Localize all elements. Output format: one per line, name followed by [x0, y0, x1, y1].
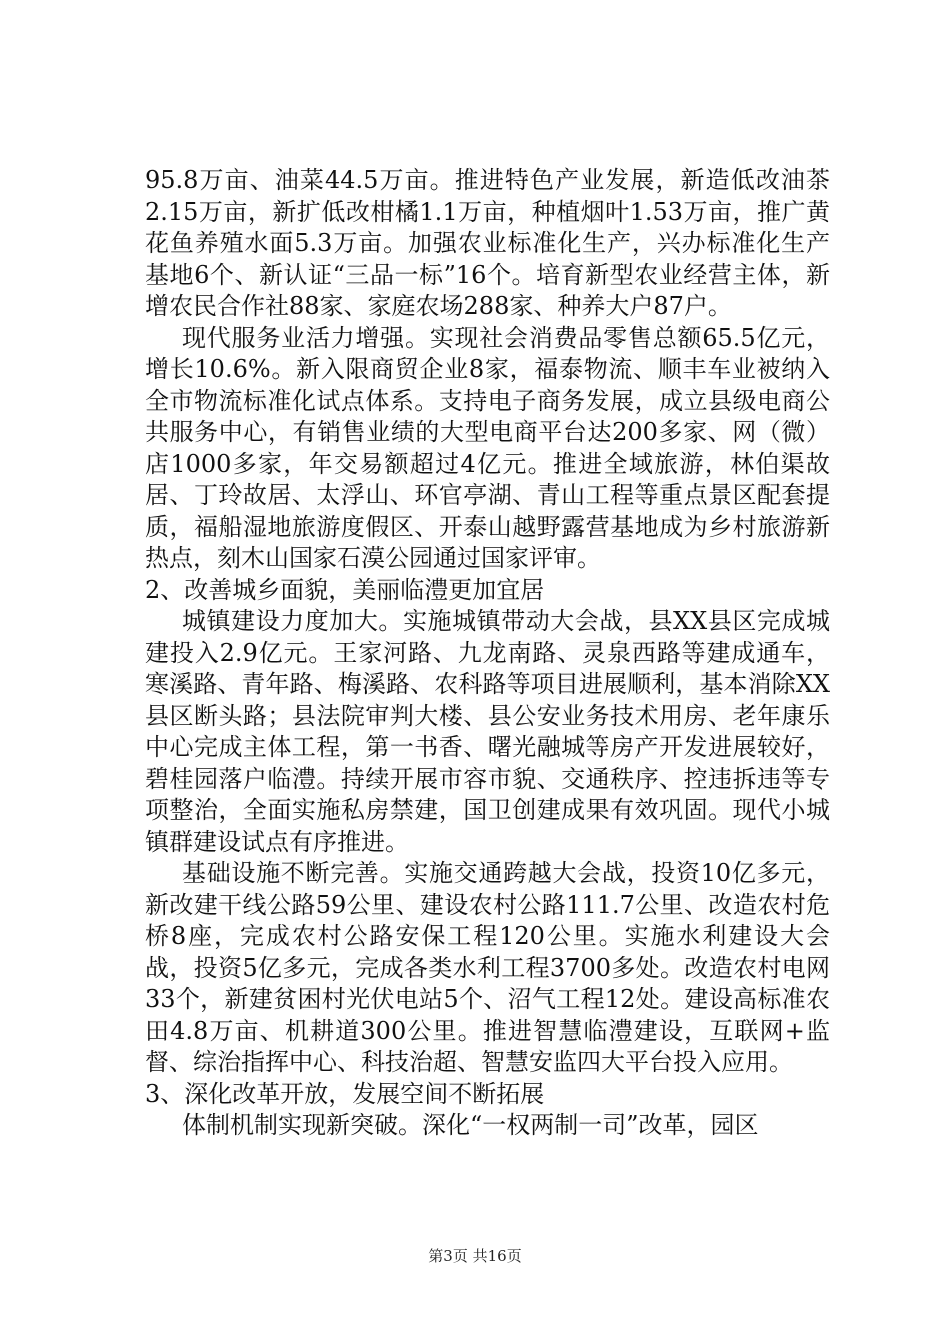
paragraph-infrastructure: 基础设施不断完善。实施交通跨越大会战，投资10亿多元，新改建干线公路59公里、建设农村公路111.7公里、改造农村危桥8座，完成农村公路安保工程120公里。实施水利建设大会战，投资5亿多元，完成各类水利工程3700多处。改造农村电网33个，新建贫困村光伏电站5个、沼气工程12处。建设高标准农田4.8万亩、机耕道300公里。推进智慧临澧建设，互联网+监督、综治指挥中心、科技治超、智慧安监四大平台投入应用。 — [145, 859, 830, 1076]
paragraph-urban-construction: 城镇建设力度加大。实施城镇带动大会战，县XX县区完成城建投入2.9亿元。王家河路、九龙南路、灵泉西路等建成通车，寒溪路、青年路、梅溪路、农科路等项目进展顺利，基本消除XX县区断头路；县法院审判大楼、县公安业务技术用房、老年康乐中心完成主体工程，第一书香、曙光融城等房产开发进展较好，碧桂园落户临澧。持续开展市容市貌、交通秩序、控违拆违等专项整治，全面实施私房禁建，国卫创建成果有效巩固。现代小城镇群建设试点有序推进。 — [145, 607, 830, 856]
section-heading-3: 3、深化改革开放，发展空间不断拓展 — [145, 1079, 545, 1108]
paragraph-agriculture: 95.8万亩、油菜44.5万亩。推进特色产业发展，新造低改油茶2.15万亩，新扩低改柑橘1.1万亩，种植烟叶1.53万亩，推广黄花鱼养殖水面5.3万亩。加强农业标准化生产，兴办标准化生产基地6个、新认证“三品一标”16个。培育新型农业经营主体，新增农民合作社88家、家庭农场288家、种养大户87户。 — [145, 166, 830, 320]
paragraph-service-industry: 现代服务业活力增强。实现社会消费品零售总额65.5亿元，增长10.6%。新入限商贸企业8家，福泰物流、顺丰车业被纳入全市物流标准化试点体系。支持电子商务发展，成立县级电商公共服务中心，有销售业绩的大型电商平台达200多家、网（微）店1000多家，年交易额超过4亿元。推进全域旅游，林伯渠故居、丁玲故居、太浮山、环官亭湖、青山工程等重点景区配套提质，福船湿地旅游度假区、开泰山越野露营基地成为乡村旅游新热点，刻木山国家石漠公园通过国家评审。 — [145, 323, 830, 572]
document-body — [145, 165, 830, 1142]
section-heading-2: 2、改善城乡面貌，美丽临澧更加宜居 — [145, 575, 545, 604]
page-footer: 第3页 共16页 — [428, 1247, 522, 1265]
paragraph-institutional-reform: 体制机制实现新突破。深化“一权两制一司”改革，园区 — [182, 1111, 759, 1139]
